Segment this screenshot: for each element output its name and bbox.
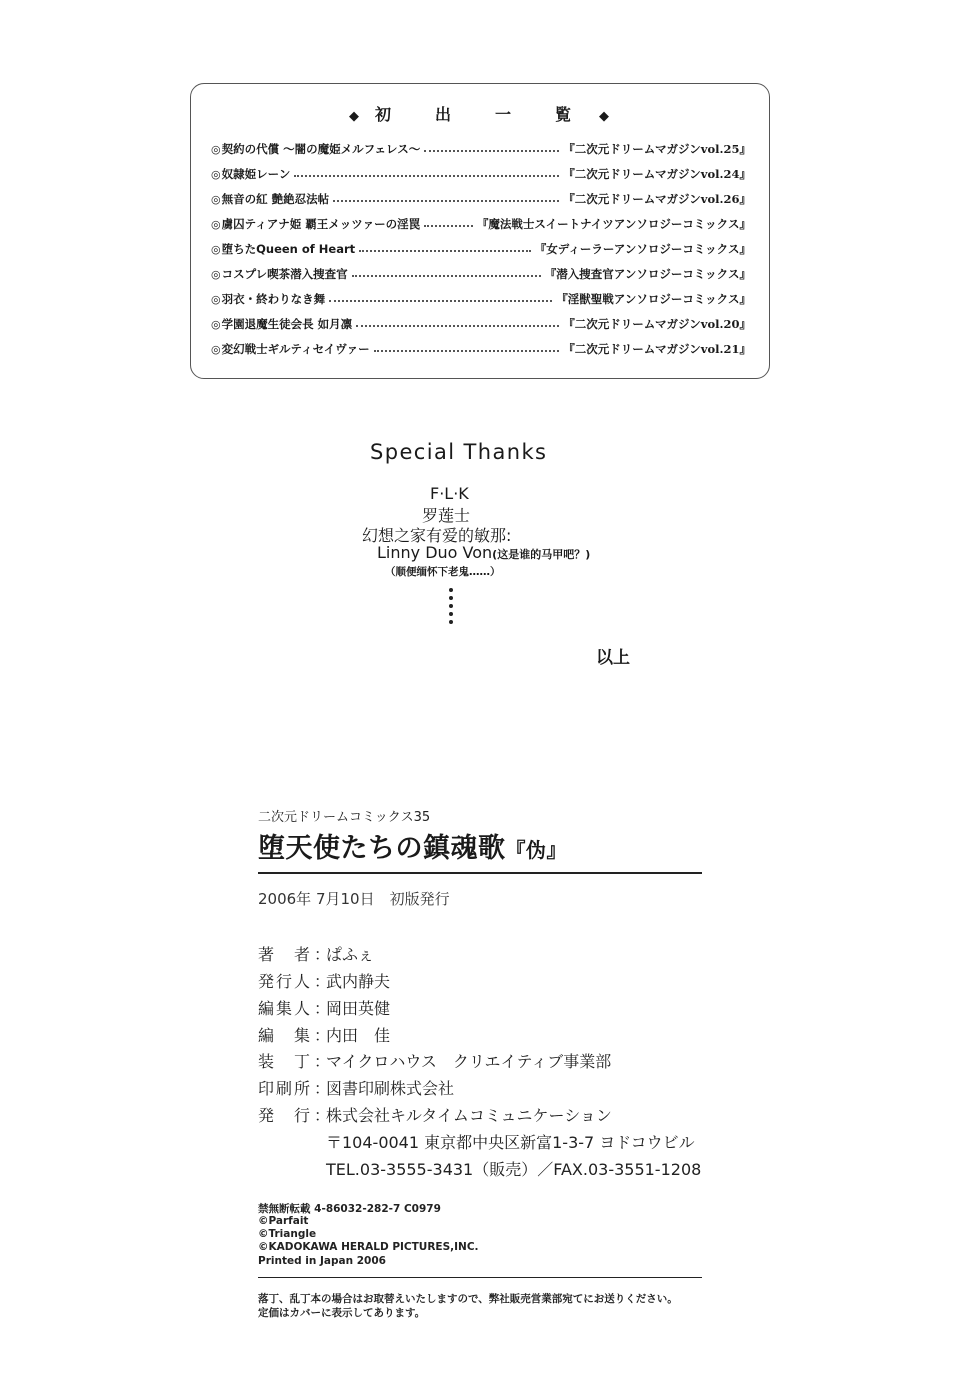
- entry-source: 『二次元ドリームマガジンvol.21』: [563, 342, 751, 356]
- circle-bullet-icon: ◎: [211, 267, 221, 281]
- first-appearance-entry: [211, 339, 751, 359]
- thanks-end: 以上: [596, 648, 630, 668]
- thanks-line: 罗莲士: [422, 506, 471, 525]
- first-appearance-entry: [211, 314, 751, 334]
- entry-source: 『二次元ドリームマガジンvol.24』: [563, 167, 751, 181]
- entry-source: 『女ディーラーアンソロジーコミックス』: [534, 242, 751, 256]
- thanks-line: 幻想之家有爱的敏那:: [362, 526, 512, 545]
- fine-print-line: ©Parfait: [258, 1215, 309, 1227]
- fine-print-line: ©KADOKAWA HERALD PICTURES,INC.: [258, 1241, 479, 1253]
- leader-dots: [352, 275, 541, 277]
- entry-source: 『魔法戦士スイートナイツアンソロジーコミックス』: [476, 217, 751, 231]
- publication-date: 2006年 7月10日 初版発行: [258, 890, 450, 908]
- circle-bullet-icon: ◎: [211, 317, 221, 331]
- first-appearance-entry: [211, 239, 751, 259]
- entry-title: 羽衣・終わりなき舞: [221, 292, 326, 306]
- circle-bullet-icon: ◎: [211, 192, 221, 206]
- entry-source: 『二次元ドリームマガジンvol.20』: [563, 317, 751, 331]
- first-appearance-entry: [211, 289, 751, 309]
- first-appearance-box: [190, 83, 770, 379]
- book-title: [258, 826, 567, 865]
- entry-title: コスプレ喫茶潜入捜査官: [221, 267, 348, 281]
- first-appearance-entry: [211, 264, 751, 284]
- first-appearance-entry: [211, 189, 751, 209]
- vertical-ellipsis-icon: [445, 588, 457, 628]
- credit-row: 著 者 ： ぱふぇ: [258, 942, 374, 964]
- credit-row: 印刷所 ： 図書印刷株式会社: [258, 1076, 454, 1098]
- circle-bullet-icon: ◎: [211, 292, 221, 306]
- diamond-left-icon: ◆: [348, 109, 361, 124]
- entry-title: 奴隷姫レーン: [221, 167, 291, 181]
- credit-value: 図書印刷株式会社: [326, 1079, 455, 1098]
- credit-label: 著 者: [258, 945, 313, 964]
- diamond-right-icon: ◆: [599, 109, 611, 124]
- credit-value: 岡田英健: [326, 999, 391, 1018]
- series-name: 二次元ドリームコミックス35: [258, 810, 431, 825]
- book-title-main: 堕天使たちの鎮魂歌: [258, 833, 506, 864]
- entry-title: 学園退魔生徒会長 如月凛: [221, 317, 353, 331]
- divider: [258, 872, 702, 874]
- thanks-name: Linny Duo Von: [377, 543, 493, 562]
- divider: [258, 1277, 702, 1278]
- credit-value: ぱふぇ: [326, 945, 375, 964]
- credit-value: マイクロハウス クリエイティブ事業部: [326, 1052, 612, 1071]
- credit-label: 編 集: [258, 1026, 313, 1045]
- credit-row: 編集人 ： 岡田英健: [258, 996, 390, 1018]
- leader-dots: [424, 225, 473, 227]
- fine-print-line: Printed in Japan 2006: [258, 1255, 386, 1267]
- entry-title: 変幻戦士ギルティセイヴァー: [221, 342, 370, 356]
- credit-label: 装 丁: [258, 1052, 313, 1071]
- credit-value: 武内静夫: [326, 972, 391, 991]
- credit-row: 装 丁 ： マイクロハウス クリエイティブ事業部: [258, 1049, 611, 1071]
- special-thanks-title: Special Thanks: [370, 440, 548, 464]
- leader-dots: [359, 250, 531, 252]
- book-title-sub: 『伪』: [505, 838, 567, 862]
- thanks-line: F·L·K: [430, 484, 469, 503]
- entry-title: 虜囚ティアナ姫 覇王メッツァーの淫罠: [221, 217, 421, 231]
- publisher-address: 〒104-0041 東京都中央区新富1-3-7 ヨドコウビル: [326, 1133, 695, 1152]
- thanks-line: [377, 543, 590, 562]
- thanks-memorial: （顺便缅怀下老鬼……）: [385, 566, 501, 578]
- fine-print-line: ©Triangle: [258, 1228, 317, 1240]
- credit-row: 発行人 ： 武内静夫: [258, 969, 390, 991]
- circle-bullet-icon: ◎: [211, 342, 221, 356]
- leader-dots: [329, 300, 552, 302]
- first-appearance-entry: [211, 139, 751, 159]
- credit-label: 印刷所: [258, 1079, 313, 1098]
- notice-line: 落丁、乱丁本の場合はお取替えいたしますので、弊社販売営業部宛てにお送りください。: [258, 1293, 678, 1305]
- credit-row: 発 行 ： 株式会社キルタイムコミュニケーション: [258, 1103, 612, 1125]
- credit-value: 内田 佳: [326, 1026, 391, 1045]
- entry-source: 『二次元ドリームマガジンvol.25』: [563, 142, 751, 156]
- publisher-phone: TEL.03-3555-3431（販売）／FAX.03-3551-1208: [326, 1160, 702, 1179]
- entry-title: 堕ちたQueen of Heart: [221, 242, 356, 256]
- credit-label: 発 行: [258, 1106, 313, 1125]
- circle-bullet-icon: ◎: [211, 167, 221, 181]
- first-appearance-title: ◆ 初 出 一 覧 ◆: [348, 105, 611, 124]
- leader-dots: [374, 350, 560, 352]
- entry-title: 無音の紅 艶絶忍法帖: [221, 192, 330, 206]
- credit-label: 編集人: [258, 999, 313, 1018]
- leader-dots: [333, 200, 559, 202]
- entry-source: 『淫獣聖戦アンソロジーコミックス』: [556, 292, 751, 306]
- entry-source: 『潜入捜査官アンソロジーコミックス』: [544, 267, 751, 281]
- first-appearance-entry: [211, 164, 751, 184]
- circle-bullet-icon: ◎: [211, 217, 221, 231]
- credit-label: 発行人: [258, 972, 313, 991]
- entry-source: 『二次元ドリームマガジンvol.26』: [563, 192, 751, 206]
- leader-dots: [424, 150, 559, 152]
- leader-dots: [356, 325, 559, 327]
- entry-title: 契約の代償 〜闇の魔姫メルフェレス〜: [221, 142, 421, 156]
- fine-print-line: 禁無断転載 4-86032-282-7 C0979: [258, 1203, 441, 1215]
- credit-row: 編 集 ： 内田 佳: [258, 1023, 390, 1045]
- circle-bullet-icon: ◎: [211, 242, 221, 256]
- circle-bullet-icon: ◎: [211, 142, 221, 156]
- thanks-note: (这是谁的马甲吧？): [492, 548, 591, 561]
- first-appearance-entry: [211, 214, 751, 234]
- credit-value: 株式会社キルタイムコミュニケーション: [326, 1106, 612, 1125]
- leader-dots: [294, 175, 559, 177]
- notice-line: 定価はカバーに表示してあります。: [258, 1307, 426, 1319]
